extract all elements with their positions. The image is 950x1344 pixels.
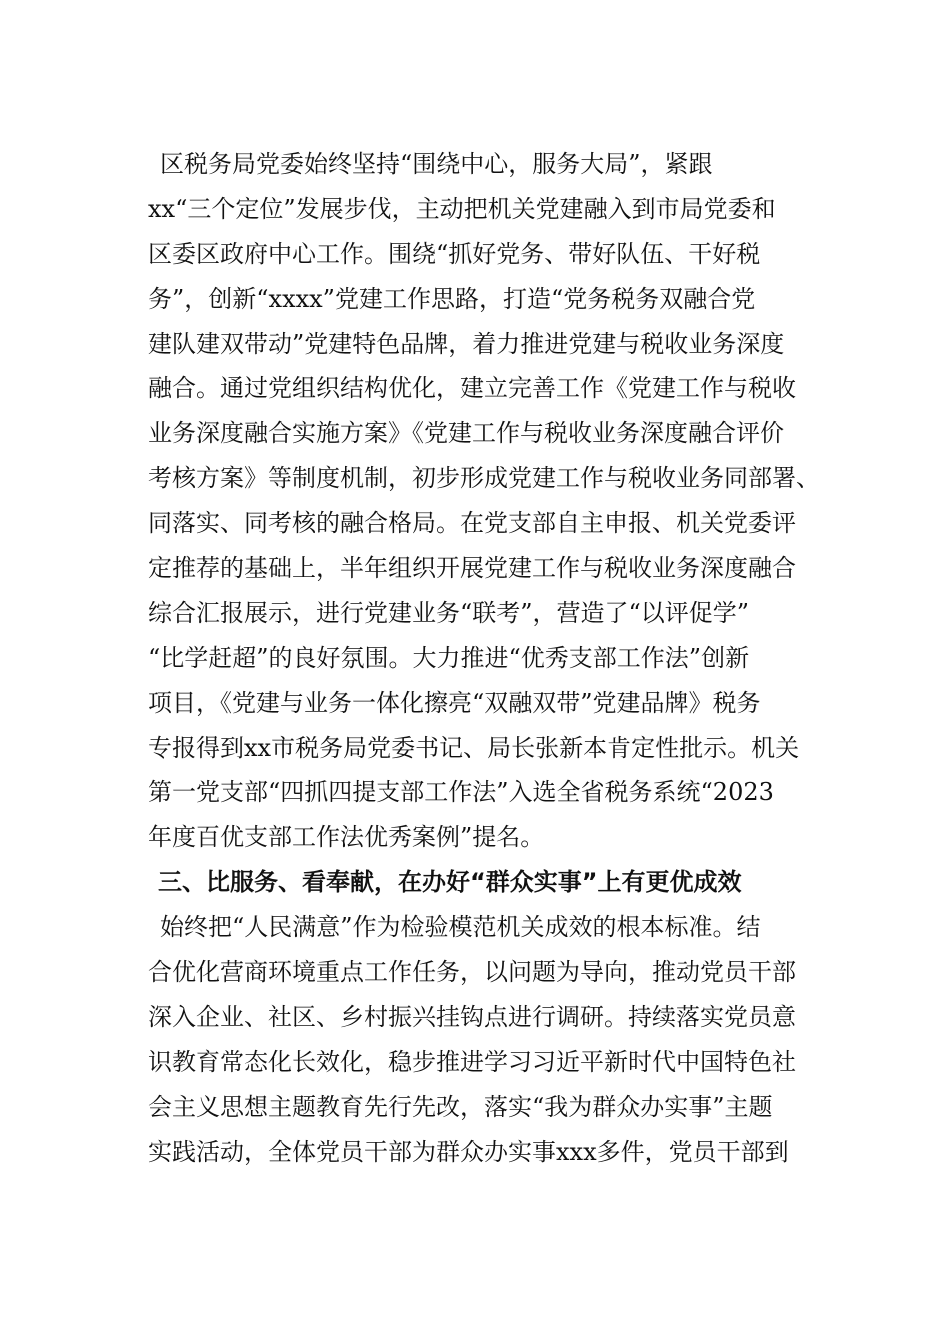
paragraph-line: 融合。通过党组织结构优化，建立完善工作《党建工作与税收 xyxy=(148,374,796,403)
paragraph-line: 深入企业、社区、乡村振兴挂钩点进行调研。持续落实党员意 xyxy=(148,1002,796,1031)
paragraph-line: “比学赶超”的良好氛围。大力推进“优秀支部工作法”创新 xyxy=(148,643,750,672)
paragraph-line: 考核方案》等制度机制，初步形成党建工作与税收业务同部署、 xyxy=(148,464,820,493)
paragraph-line: 区税务局党委始终坚持“围绕中心，服务大局”，紧跟 xyxy=(160,150,713,178)
paragraph-line: 定推荐的基础上，半年组织开展党建工作与税收业务深度融合 xyxy=(148,554,796,583)
paragraph-line: 始终把“人民满意”作为检验模范机关成效的根本标准。结 xyxy=(160,913,761,942)
paragraph-line: 项目，《党建与业务一体化擦亮“双融双带”党建品牌》税务 xyxy=(148,688,761,717)
paragraph-line: 会主义思想主题教育先行先改，落实“我为群众办实事”主题 xyxy=(148,1092,773,1121)
paragraph-line: 同落实、同考核的融合格局。在党支部自主申报、机关党委评 xyxy=(148,509,796,538)
paragraph-line: 识教育常态化长效化，稳步推进学习习近平新时代中国特色社 xyxy=(148,1047,796,1076)
paragraph-line: 年度百优支部工作法优秀案例”提名。 xyxy=(148,823,545,852)
paragraph-2 xyxy=(148,905,828,1174)
paragraph-line: 区委区政府中心工作。围绕“抓好党务、带好队伍、干好税 xyxy=(148,239,761,268)
paragraph-line: 业务深度融合实施方案》《党建工作与税收业务深度融合评价 xyxy=(148,419,784,448)
paragraph-line: 合优化营商环境重点工作任务，以问题为导向，推动党员干部 xyxy=(148,958,796,987)
paragraph-line: 实践活动，全体党员干部为群众办实事xxx多件，党员干部到 xyxy=(148,1137,789,1166)
paragraph-line: 第一党支部“四抓四提支部工作法”入选全省税务系统“2023 xyxy=(148,778,774,807)
paragraph-line: 务”，创新“xxxx”党建工作思路，打造“党务税务双融合党 xyxy=(148,284,756,313)
paragraph-line: 综合汇报展示，进行党建业务“联考”，营造了“以评促学” xyxy=(148,598,750,627)
paragraph-line: xx“三个定位”发展步伐，主动把机关党建融入到市局党委和 xyxy=(148,194,776,223)
section-heading: 三、比服务、看奉献，在办好“群众实事”上有更优成效 xyxy=(158,868,742,897)
paragraph-line: 建队建双带动”党建特色品牌，着力推进党建与税收业务深度 xyxy=(148,329,785,358)
paragraph-line: 专报得到xx市税务局党委书记、局长张新本肯定性批示。机关 xyxy=(148,733,800,762)
document-body xyxy=(148,142,828,1174)
paragraph-1 xyxy=(148,142,828,860)
